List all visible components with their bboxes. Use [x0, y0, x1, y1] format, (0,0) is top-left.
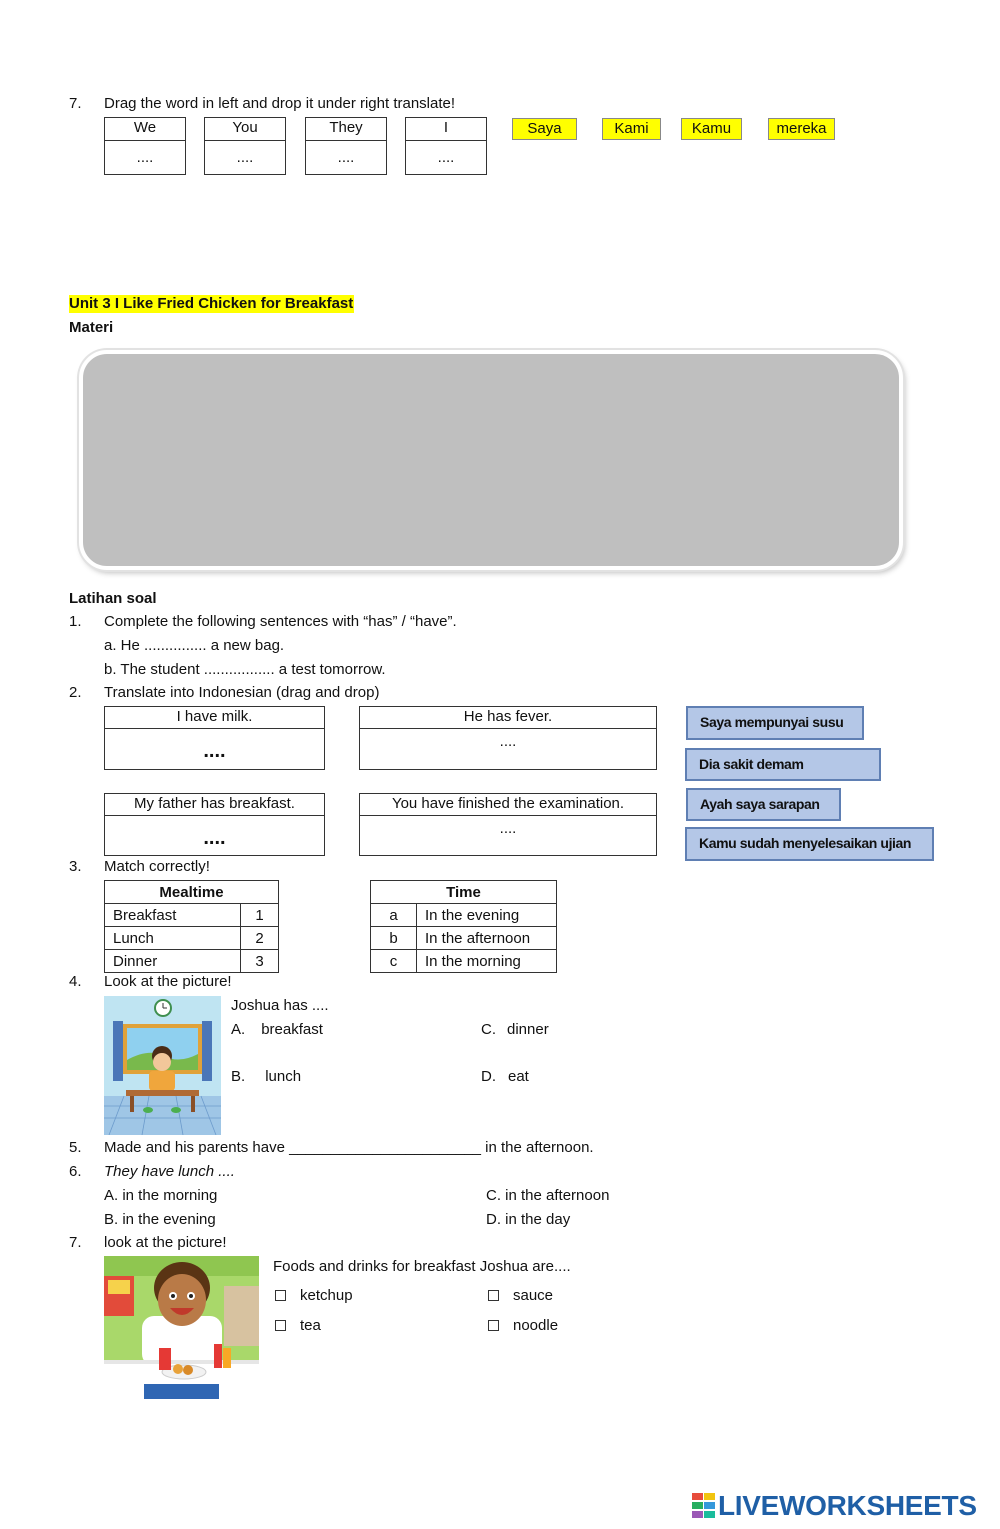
q4-text: Look at the picture!	[104, 973, 232, 990]
boy-breakfast-picture	[104, 1256, 259, 1399]
q6-number: 6.	[69, 1163, 82, 1180]
q2-sentence-1: I have milk.	[104, 706, 325, 729]
time-letter[interactable]: c	[371, 950, 417, 973]
pronoun-cell-you: You	[204, 117, 286, 141]
q5-number: 5.	[69, 1139, 82, 1156]
unit-title: Unit 3 I Like Fried Chicken for Breakfast	[69, 295, 354, 312]
q7-option-label: tea	[300, 1317, 321, 1334]
table-row	[371, 927, 557, 950]
q4-prompt: Joshua has ....	[231, 997, 329, 1014]
time-letter[interactable]: a	[371, 904, 417, 927]
q4-option-text: eat	[508, 1068, 529, 1085]
drop-slot-they[interactable]: ....	[305, 140, 387, 175]
q7-top-number: 7.	[69, 95, 82, 112]
q7-option-noodle[interactable]	[488, 1317, 558, 1335]
mealtime-table	[104, 880, 279, 973]
drag-word-kamu[interactable]: Kamu	[681, 118, 742, 140]
table-row	[371, 950, 557, 973]
q7-option-label: sauce	[513, 1287, 554, 1304]
q6-option-a[interactable]: A. in the morning	[104, 1187, 218, 1204]
q4-option-letter: B.	[231, 1068, 246, 1085]
answer-card-ayah-saya-sarapan[interactable]: Ayah saya sarapan	[686, 788, 841, 821]
q2-drop-slot-1[interactable]: ....	[104, 728, 325, 770]
q7-top-instruction: Drag the word in left and drop it under right translate!	[104, 95, 456, 112]
boy-eating-picture	[104, 996, 221, 1135]
q4-option-text: lunch	[265, 1068, 302, 1085]
q7-text: look at the picture!	[104, 1234, 227, 1251]
drag-word-mereka[interactable]: mereka	[768, 118, 835, 140]
time-header: Time	[371, 881, 557, 904]
drop-slot-we[interactable]: ....	[104, 140, 186, 175]
q2-number: 2.	[69, 684, 82, 701]
q2-sentence-2: He has fever.	[359, 706, 657, 729]
mealtime-name: Breakfast	[105, 904, 241, 927]
q7-option-ketchup[interactable]	[275, 1287, 353, 1305]
q7-number: 7.	[69, 1234, 82, 1251]
q7-prompt: Foods and drinks for breakfast Joshua are....	[273, 1258, 571, 1275]
materi-label: Materi	[69, 319, 114, 336]
mealtime-number[interactable]: 3	[241, 950, 279, 973]
q3-number: 3.	[69, 858, 82, 875]
answer-card-saya-mempunyai-susu[interactable]: Saya mempunyai susu	[686, 706, 864, 740]
drag-word-kami[interactable]: Kami	[602, 118, 661, 140]
answer-card-kamu-sudah-menyelesaikan-ujian[interactable]: Kamu sudah menyelesaikan ujian	[685, 827, 934, 861]
checkbox-icon[interactable]	[275, 1290, 286, 1301]
q1-item-b: b. The student ................. a test tomorrow.	[104, 661, 386, 678]
drop-slot-i[interactable]: ....	[405, 140, 487, 175]
q7-option-label: ketchup	[300, 1287, 353, 1304]
q2-drop-slot-2[interactable]: ....	[359, 728, 657, 770]
pronoun-cell-we: We	[104, 117, 186, 141]
materi-content-box	[79, 350, 903, 570]
q7-option-tea[interactable]	[275, 1317, 321, 1335]
time-name: In the afternoon	[417, 927, 557, 950]
q2-drop-slot-3[interactable]: ....	[104, 815, 325, 856]
q6-option-c[interactable]: C. in the afternoon	[486, 1187, 610, 1204]
drop-slot-you[interactable]: ....	[204, 140, 286, 175]
q2-sentence-3: My father has breakfast.	[104, 793, 325, 816]
q2-text: Translate into Indonesian (drag and drop)	[104, 684, 380, 701]
checkbox-icon[interactable]	[488, 1320, 499, 1331]
q2-drop-slot-4[interactable]: ....	[359, 815, 657, 856]
q1-text: Complete the following sentences with “has” / “have”.	[104, 613, 457, 630]
q4-option-c[interactable]	[481, 1021, 549, 1039]
answer-card-dia-sakit-demam[interactable]: Dia sakit demam	[685, 748, 881, 781]
q4-option-b[interactable]	[231, 1068, 301, 1086]
q6-text: They have lunch ....	[104, 1163, 235, 1180]
liveworksheets-logo-text: LIVEWORKSHEETS	[718, 1490, 977, 1521]
q1-number: 1.	[69, 613, 82, 630]
q5-text: Made and his parents have _______________________ in the afternoon.	[104, 1139, 594, 1156]
time-letter[interactable]: b	[371, 927, 417, 950]
mealtime-name: Dinner	[105, 950, 241, 973]
q4-option-letter: C.	[481, 1021, 496, 1038]
mealtime-number[interactable]: 1	[241, 904, 279, 927]
pronoun-cell-i: I	[405, 117, 487, 141]
q7-option-label: noodle	[513, 1317, 559, 1334]
q4-option-a[interactable]	[231, 1021, 323, 1039]
latihan-heading: Latihan soal	[69, 590, 157, 607]
q4-option-d[interactable]	[481, 1068, 529, 1086]
q6-option-b[interactable]: B. in the evening	[104, 1211, 216, 1228]
mealtime-header: Mealtime	[105, 881, 279, 904]
q4-number: 4.	[69, 973, 82, 990]
time-name: In the evening	[417, 904, 557, 927]
liveworksheets-logo	[692, 1490, 977, 1522]
q4-option-letter: A.	[231, 1021, 246, 1038]
liveworksheets-logo-icon	[692, 1493, 716, 1519]
drag-word-saya[interactable]: Saya	[512, 118, 577, 140]
q2-sentence-4: You have finished the examination.	[359, 793, 657, 816]
mealtime-number[interactable]: 2	[241, 927, 279, 950]
checkbox-icon[interactable]	[488, 1290, 499, 1301]
q7-option-sauce[interactable]	[488, 1287, 553, 1305]
q3-text: Match correctly!	[104, 858, 210, 875]
time-table	[370, 880, 557, 973]
q4-option-letter: D.	[481, 1068, 496, 1085]
table-row	[105, 927, 279, 950]
table-row	[105, 950, 279, 973]
table-row	[105, 904, 279, 927]
q6-option-d[interactable]: D. in the day	[486, 1211, 571, 1228]
checkbox-icon[interactable]	[275, 1320, 286, 1331]
q4-option-text: breakfast	[261, 1021, 323, 1038]
q4-option-text: dinner	[507, 1021, 549, 1038]
mealtime-name: Lunch	[105, 927, 241, 950]
time-name: In the morning	[417, 950, 557, 973]
q1-item-a: a. He ............... a new bag.	[104, 637, 285, 654]
pronoun-cell-they: They	[305, 117, 387, 141]
table-row	[371, 904, 557, 927]
